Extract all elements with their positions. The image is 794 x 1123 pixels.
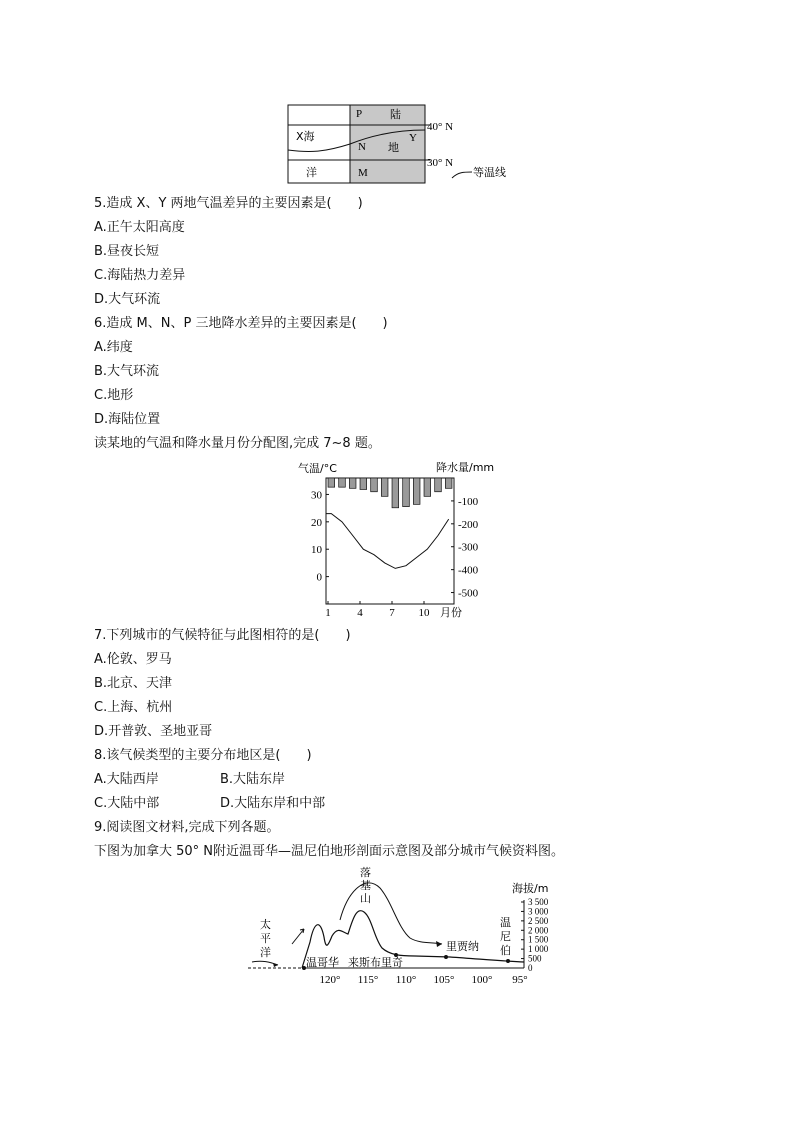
precip-bar (328, 478, 335, 487)
label-m: M (358, 167, 368, 179)
q9-stem: 9.阅读图文材料,完成下列各题。 (94, 820, 280, 835)
precip-tick-label: -100 (458, 495, 479, 508)
precip-bar (392, 478, 399, 508)
precip-axis (451, 496, 479, 600)
q7-stem: 7.下列城市的气候特征与此图相符的是( ) (94, 628, 351, 643)
precip-bar (435, 478, 442, 492)
plot-frame (326, 478, 454, 604)
longitude-tick-label: 115° (357, 974, 379, 986)
label-ocean: 洋 (306, 166, 317, 179)
precip-bar (424, 478, 431, 496)
precip-bar (445, 478, 452, 488)
temp-tick-label: 20 (311, 516, 322, 529)
month-tick-label: 7 (389, 607, 395, 619)
xlabel-month: 月份 (440, 606, 462, 619)
label-x-sea: X海 (296, 130, 315, 143)
airflow-over-mountain (340, 883, 442, 944)
q5-option-d[interactable]: D.大气环流 (94, 292, 161, 307)
precip-bar (381, 478, 388, 496)
label-lethbridge: 来斯布里奇 (348, 956, 403, 969)
longitude-tick-label: 120° (319, 974, 341, 986)
longitude-tick-label: 110° (395, 974, 417, 986)
temp-tick-label: 30 (311, 489, 322, 502)
longitude-tick-label: 100° (471, 974, 493, 986)
altitude-tick-label: 1 000 (528, 944, 549, 955)
point-regina (444, 955, 448, 959)
month-tick-label: 4 (357, 607, 363, 619)
longitude-tick-label: 95° (512, 974, 528, 986)
point-winnipeg (506, 959, 510, 963)
label-pacific-2: 平 (260, 932, 271, 945)
q8-option-c[interactable]: C.大陆中部 (94, 796, 160, 811)
altitude-tick-label: 3 000 (528, 906, 549, 917)
temp-tick-label: 0 (316, 571, 322, 584)
q6-option-a[interactable]: A.纬度 (94, 340, 133, 355)
label-winnipeg-2: 尼 (500, 930, 511, 943)
ylabel-precip: 降水量/mm (436, 461, 495, 474)
isotherm-legend-line (452, 172, 472, 178)
label-lat30: 30° N (427, 157, 454, 169)
label-pacific-3: 洋 (260, 946, 271, 959)
precip-bars (328, 478, 452, 508)
precip-bar (413, 478, 420, 504)
longitude-ticks (320, 974, 528, 986)
label-pacific-1: 太 (260, 918, 271, 931)
land-sea-map (280, 100, 520, 188)
q6-option-b[interactable]: B.大气环流 (94, 364, 160, 379)
q5-stem: 5.造成 X、Y 两地气温差异的主要因素是( ) (94, 196, 363, 211)
label-winnipeg-1: 温 (500, 916, 511, 929)
q8-stem: 8.该气候类型的主要分布地区是( ) (94, 748, 312, 763)
q9-intro: 下图为加拿大 50° N附近温哥华—温尼伯地形剖面示意图及部分城市气候资料图。 (94, 844, 565, 859)
q7-option-a[interactable]: A.伦敦、罗马 (94, 652, 172, 667)
q6-option-c[interactable]: C.地形 (94, 388, 134, 403)
precip-bar (371, 478, 378, 492)
longitude-tick-label: 105° (433, 974, 455, 986)
label-n: N (358, 141, 366, 153)
q5-option-c[interactable]: C.海陆热力差异 (94, 268, 186, 283)
altitude-tick-label: 1 500 (528, 934, 549, 945)
altitude-tick-label: 2 000 (528, 925, 549, 936)
label-p: P (356, 108, 363, 120)
altitude-ticks (521, 897, 549, 973)
temperature-curve (326, 514, 449, 569)
q8-option-d[interactable]: D.大陆东岸和中部 (220, 796, 326, 811)
q8-option-a[interactable]: A.大陆西岸 (94, 772, 159, 787)
airflow-rise-arrow (292, 929, 304, 944)
precip-tick-label: -200 (458, 518, 479, 531)
climate-chart (290, 458, 510, 623)
q5-option-a[interactable]: A.正午太阳高度 (94, 220, 185, 235)
label-y: Y (409, 132, 417, 144)
precip-tick-label: -300 (458, 541, 479, 554)
precip-tick-label: -400 (458, 564, 479, 577)
label-rockies-3: 山 (360, 892, 371, 905)
altitude-tick-label: 500 (528, 953, 542, 964)
label-winnipeg-3: 伯 (500, 944, 511, 957)
q7-option-d[interactable]: D.开普敦、圣地亚哥 (94, 724, 213, 739)
label-land1: 陆 (390, 108, 401, 121)
month-tick-label: 10 (418, 607, 430, 619)
label-land2: 地 (388, 141, 399, 154)
ylabel-temp: 气温/°C (298, 462, 337, 475)
label-vancouver: 温哥华 (306, 956, 339, 969)
label-isotherm: 等温线 (473, 166, 506, 179)
q5-option-b[interactable]: B.昼夜长短 (94, 244, 160, 259)
precip-bar (349, 478, 356, 488)
q6-stem: 6.造成 M、N、P 三地降水差异的主要因素是( ) (94, 316, 388, 331)
label-rockies-1: 落 (360, 866, 371, 879)
q7-option-b[interactable]: B.北京、天津 (94, 676, 173, 691)
altitude-tick-label: 3 500 (528, 897, 549, 907)
temp-tick-label: 10 (311, 544, 322, 557)
q7-option-c[interactable]: C.上海、杭州 (94, 700, 173, 715)
intro-7-8: 读某地的气温和降水量月份分配图,完成 7~8 题。 (94, 436, 381, 451)
airflow-arrowhead (436, 941, 442, 947)
q6-option-d[interactable]: D.海陆位置 (94, 412, 161, 427)
altitude-axis-label: 海拔/m (512, 882, 549, 895)
altitude-tick-label: 0 (528, 963, 533, 973)
label-rockies-2: 基 (360, 879, 371, 892)
label-lat40: 40° N (427, 121, 454, 133)
precip-bar (339, 478, 346, 487)
altitude-tick-label: 2 500 (528, 915, 549, 926)
precip-bar (360, 478, 367, 489)
precip-bar (403, 478, 410, 507)
terrain-profile (240, 862, 560, 990)
month-tick-label: 1 (325, 607, 331, 619)
precip-tick-label: -500 (458, 587, 479, 600)
label-regina: 里贾纳 (446, 940, 479, 953)
q8-option-b[interactable]: B.大陆东岸 (220, 772, 286, 787)
